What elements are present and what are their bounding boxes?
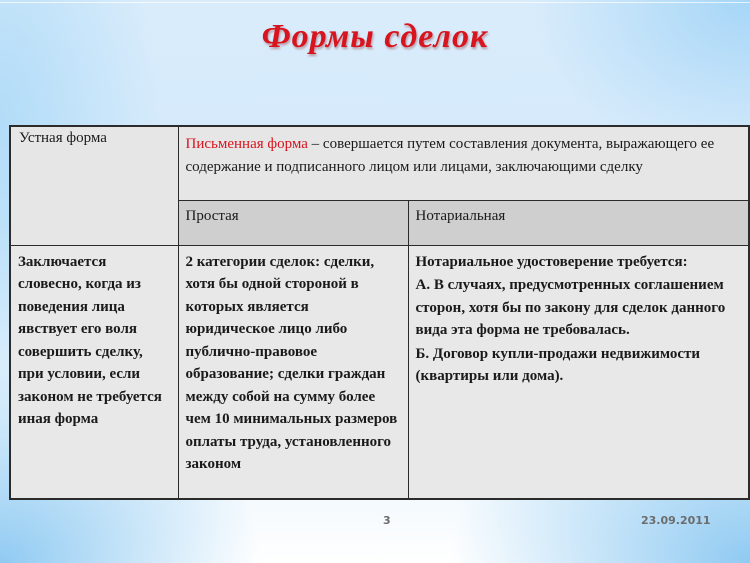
written-form-definition: – совершается путем составления документа, выражающего ее содержание и подписанного лицом или лицами, заключающими сделку <box>185 136 715 175</box>
notarial-case-b: Б. Договор купли-продажи недвижимости (квартиры или дома). <box>415 345 701 384</box>
oral-form-header: Устная форма <box>10 126 178 245</box>
deal-forms-table <box>9 125 750 500</box>
top-border-line <box>0 2 750 3</box>
notarial-form-description <box>408 245 749 499</box>
slide-page-number: 3 <box>383 514 391 527</box>
written-form-term: Письменная форма <box>185 136 308 152</box>
notarial-case-a: А. В случаях, предусмотренных соглашением сторон, хотя бы по закону для сделок данного вида эта форма не требовалась. <box>415 277 726 338</box>
notarial-form-header: Нотариальная <box>408 200 749 245</box>
notarial-intro: Нотариальное удостоверение требуется: <box>415 253 688 270</box>
oral-form-description: Заключается словесно, когда из поведения лица явствует его воля совершить сделку, при условии, если законом не требуется иная форма <box>10 245 178 499</box>
header-row-written <box>10 126 749 200</box>
simple-form-header: Простая <box>178 200 408 245</box>
slide-title: Формы сделок <box>261 18 489 55</box>
slide-date: 23.09.2011 <box>641 514 711 527</box>
table-row-descriptions <box>10 245 749 499</box>
simple-form-description: 2 категории сделок: сделки, хотя бы одной стороной в которых является юридическое лицо либо публично-правовое образование; сделки граждан между собой на сумму более чем 10 минимальных размеров оплаты труда, установленного законом <box>178 245 408 499</box>
written-form-header <box>178 126 749 200</box>
